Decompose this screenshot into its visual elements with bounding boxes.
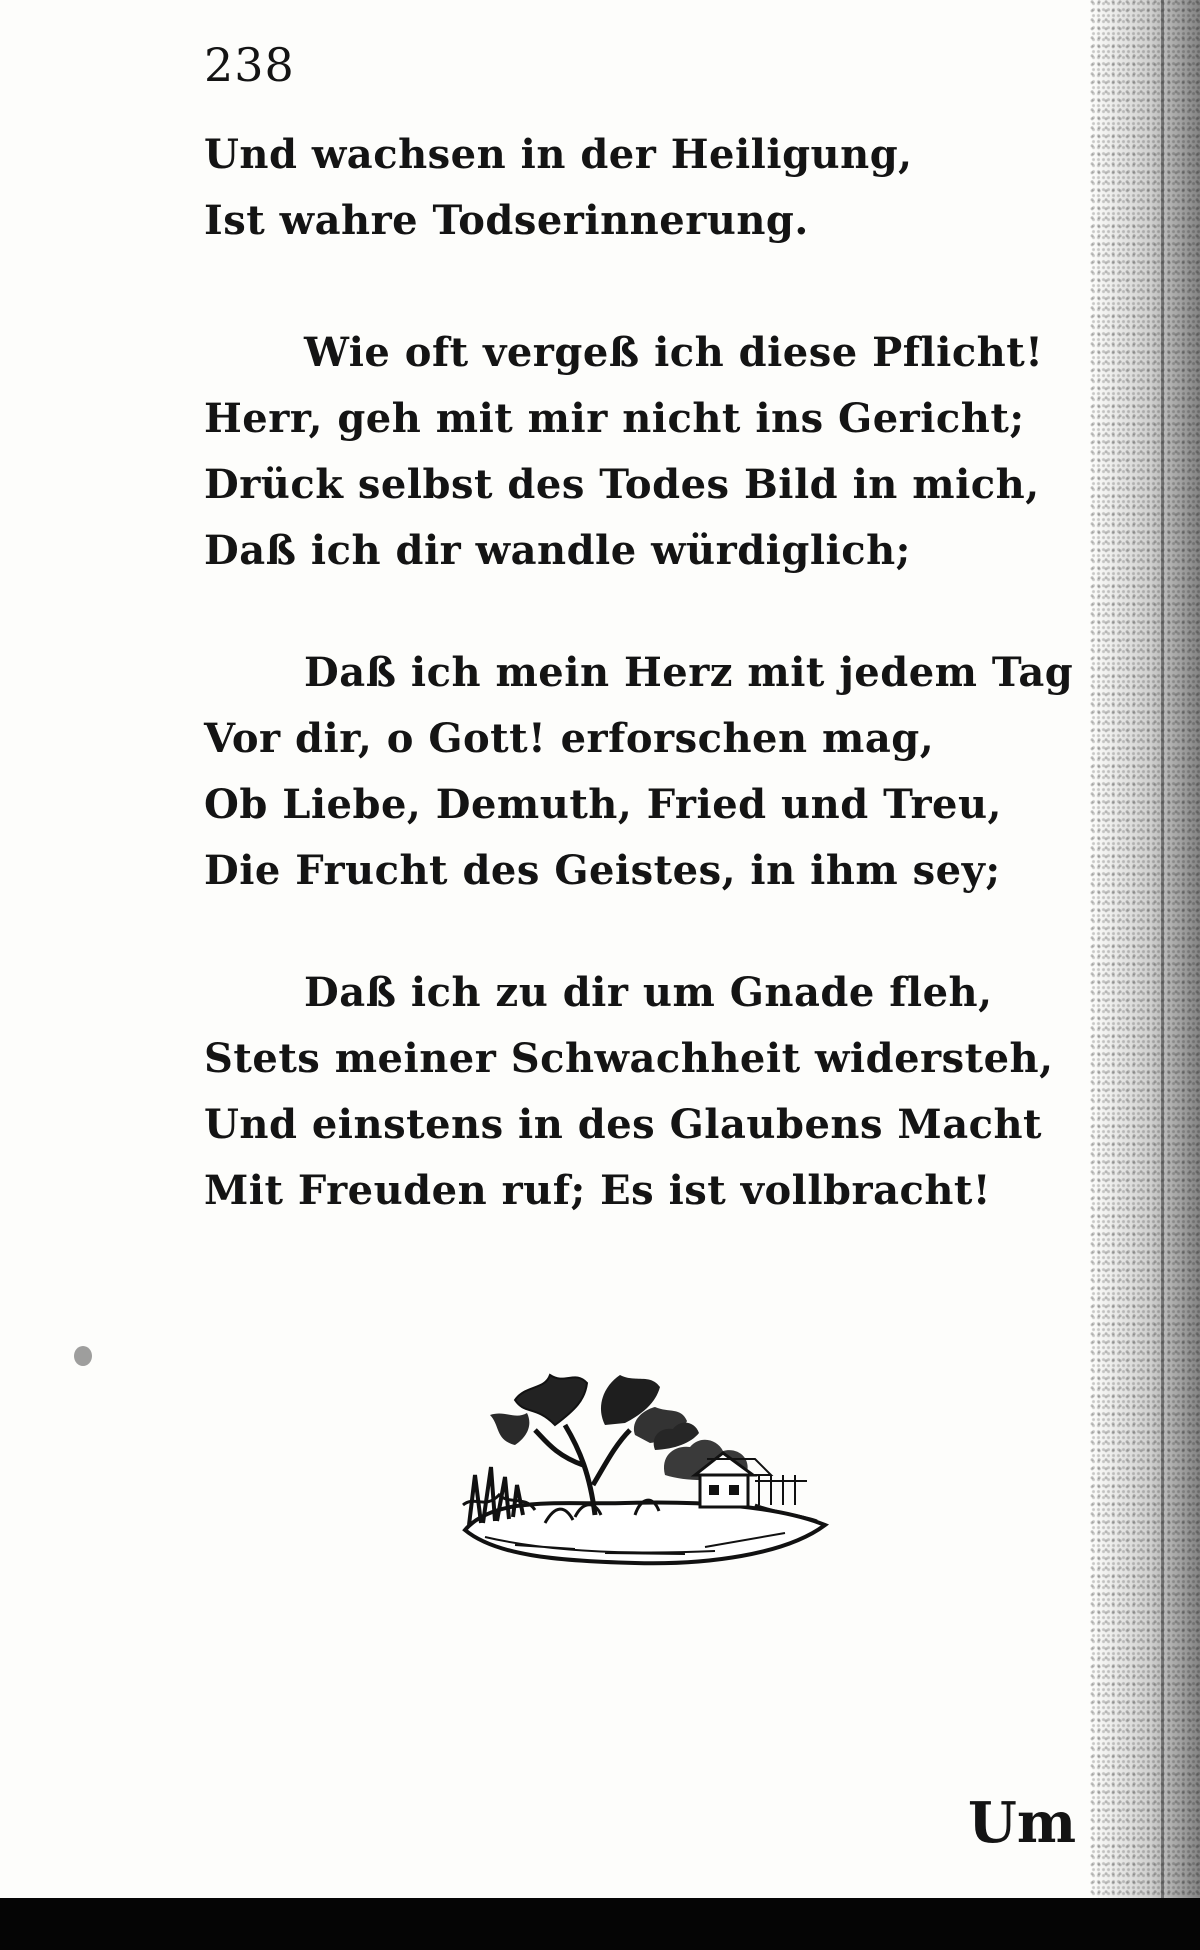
stanza-3	[204, 640, 1074, 904]
verse-line: Ist wahre Todserinnerung.	[204, 197, 809, 244]
page-number: 238	[204, 38, 295, 92]
stanza-2	[204, 320, 1044, 584]
verse-line: Herr, geh mit mir nicht ins Gericht;	[204, 395, 1025, 442]
verse-line: Daß ich mein Herz mit jedem Tag	[304, 649, 1074, 696]
catchword: Um	[968, 1790, 1077, 1856]
stanza-1	[204, 122, 984, 254]
stanza-4	[204, 960, 1054, 1224]
verse-line: Die Frucht des Geistes, in ihm sey;	[204, 847, 1001, 894]
page-edge-line	[1161, 0, 1164, 1950]
verse-line: Drück selbst des Todes Bild in mich,	[204, 461, 1040, 508]
ink-smudge	[74, 1346, 92, 1366]
page-edge-shadow	[1090, 0, 1200, 1950]
verse-line: Vor dir, o Gott! erforschen mag,	[204, 715, 935, 762]
verse-line: Ob Liebe, Demuth, Fried und Treu,	[204, 781, 1002, 828]
landscape-vignette-icon	[455, 1355, 835, 1575]
verse-line: Daß ich dir wandle würdiglich;	[204, 527, 911, 574]
verse-line: Und einstens in des Glaubens Macht	[204, 1101, 1043, 1148]
verse-line: Stets meiner Schwachheit widersteh,	[204, 1035, 1054, 1082]
verse-line: Daß ich zu dir um Gnade fleh,	[304, 969, 993, 1016]
verse-line: Und wachsen in der Heiligung,	[204, 131, 913, 178]
scan-bottom-border	[0, 1898, 1200, 1950]
verse-line: Wie oft vergeß ich diese Pflicht!	[304, 329, 1044, 376]
verse-line: Mit Freuden ruf; Es ist vollbracht!	[204, 1167, 991, 1214]
